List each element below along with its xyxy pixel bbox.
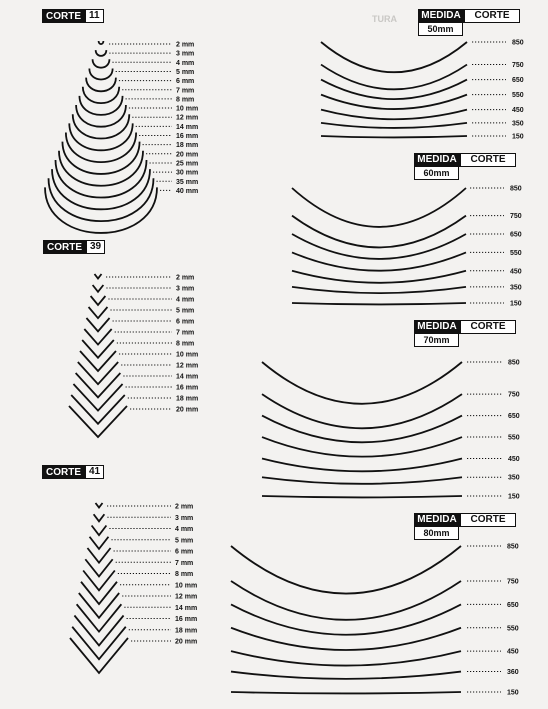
gouge-profile-18mm: [62, 142, 139, 174]
size-label: 20 mm: [175, 638, 198, 646]
corte-value-label: 650: [507, 601, 519, 609]
size-label: 14 mm: [176, 123, 199, 131]
corte-value-label: 750: [508, 391, 520, 399]
corte-value-label: 550: [512, 92, 524, 100]
gouge-profile-4mm: [91, 296, 106, 305]
sweep-curve-350: [321, 123, 467, 128]
size-label: 30 mm: [176, 169, 199, 177]
corte-value-label: 650: [508, 413, 520, 421]
sweep-curve-750: [231, 581, 461, 620]
gouge-profile-30mm: [52, 169, 150, 209]
gouge-profile-2mm: [99, 41, 104, 44]
size-label: 2 mm: [176, 41, 195, 49]
sweep-curve-350: [292, 287, 466, 293]
sweep-curve-150: [231, 692, 461, 693]
medida-value: 70mm: [414, 334, 459, 347]
gouge-profile-3mm: [96, 50, 107, 56]
medida-label: MEDIDA: [414, 153, 460, 167]
size-label: 6 mm: [176, 318, 195, 326]
corte-value-label: 350: [508, 474, 520, 482]
corte-value-label: 150: [512, 133, 524, 141]
size-label: 16 mm: [176, 133, 199, 140]
size-label: 2 mm: [176, 274, 195, 282]
size-label: 4 mm: [175, 526, 194, 533]
corte-number: 41: [85, 465, 104, 479]
corte-value-label: 650: [510, 231, 522, 239]
corte-value-label: 550: [510, 249, 522, 257]
size-label: 3 mm: [176, 285, 195, 293]
sweep-curve-150: [262, 496, 462, 497]
size-label: 20 mm: [176, 406, 199, 414]
sweep-curve-850: [321, 42, 467, 72]
gouge-profile-2mm: [95, 274, 102, 279]
size-label: 4 mm: [176, 296, 195, 304]
size-label: 12 mm: [175, 593, 198, 601]
sweep-curve-850: [231, 546, 461, 594]
corte-value-label: 750: [507, 578, 519, 586]
sweep-curve-650: [292, 234, 466, 259]
corte-value-label: 360: [507, 669, 519, 677]
size-label: 10 mm: [175, 582, 198, 590]
corte-value-label: 450: [508, 455, 520, 463]
corte-value-label: 850: [507, 543, 519, 551]
corte-label: CORTE: [460, 153, 516, 167]
sweep-curve-450: [292, 271, 466, 283]
size-label: 10 mm: [176, 105, 199, 113]
size-label: 6 mm: [175, 548, 194, 556]
medida-label: MEDIDA: [414, 320, 460, 334]
size-label: 35 mm: [176, 178, 199, 186]
corte-label: CORTE: [43, 240, 86, 254]
medida-value: 80mm: [414, 527, 459, 540]
gouge-profile-6mm: [86, 318, 109, 331]
corte-value-label: 550: [508, 434, 520, 442]
sweep-curve-750: [262, 394, 462, 428]
size-label: 8 mm: [176, 96, 195, 104]
corte-value-label: 150: [508, 493, 520, 501]
size-label: 7 mm: [176, 329, 195, 337]
watermark-text: TURA: [372, 14, 397, 24]
corte-value-label: 750: [510, 213, 522, 221]
gouge-profile-20mm: [70, 638, 128, 673]
corte-value-label: 450: [507, 648, 519, 656]
size-label: 16 mm: [175, 616, 198, 623]
size-label: 40 mm: [176, 187, 199, 195]
sweep-curve-150: [321, 136, 467, 137]
gouge-profile-35mm: [49, 178, 154, 221]
size-label: 12 mm: [176, 362, 199, 370]
corte-value-label: 550: [507, 625, 519, 633]
gouge-profile-3mm: [94, 514, 105, 521]
corte-label: CORTE: [42, 465, 85, 479]
gouge-profile-3mm: [93, 285, 104, 292]
sweep-curve-750: [321, 65, 467, 90]
corte-value-label: 150: [510, 300, 522, 308]
size-label: 20 mm: [176, 151, 199, 159]
sweep-curve-550: [231, 628, 461, 650]
size-label: 8 mm: [176, 340, 195, 348]
size-label: 18 mm: [176, 395, 199, 403]
size-label: 7 mm: [175, 559, 194, 567]
size-label: 18 mm: [175, 627, 198, 635]
size-label: 14 mm: [175, 604, 198, 612]
size-label: 10 mm: [176, 351, 199, 359]
corte-value-label: 350: [510, 284, 522, 292]
medida-label: MEDIDA: [414, 513, 460, 527]
gouge-profile-4mm: [93, 59, 110, 67]
sweep-curve-450: [321, 110, 467, 120]
size-label: 18 mm: [176, 142, 199, 150]
size-label: 5 mm: [176, 68, 195, 76]
size-label: 5 mm: [176, 307, 195, 315]
sweep-curve-850: [292, 188, 466, 227]
gouge-profile-25mm: [55, 160, 146, 198]
size-label: 12 mm: [176, 114, 199, 122]
size-label: 4 mm: [176, 59, 195, 67]
size-label: 25 mm: [176, 160, 199, 168]
gouge-profile-4mm: [92, 526, 107, 536]
corte-value-label: 650: [512, 77, 524, 85]
corte-number: 11: [85, 9, 104, 23]
size-label: 6 mm: [176, 78, 195, 86]
medida-value: 60mm: [414, 167, 459, 180]
medida-label: MEDIDA: [418, 9, 464, 23]
gouge-profile-10mm: [81, 582, 117, 604]
corte-value-label: 750: [512, 62, 524, 70]
size-label: 8 mm: [175, 571, 194, 578]
gouge-profile-20mm: [59, 151, 143, 186]
sweep-curve-150: [292, 303, 466, 304]
gouge-profile-8mm: [79, 96, 122, 115]
corte-number: 39: [86, 240, 105, 254]
sweep-curve-850: [262, 362, 462, 404]
gouge-profile-8mm: [82, 340, 114, 358]
corte-label: CORTE: [460, 513, 516, 527]
corte-label: CORTE: [464, 9, 520, 23]
sweep-curve-550: [292, 252, 466, 270]
gouge-profile-5mm: [89, 307, 108, 318]
size-label: 3 mm: [176, 50, 195, 58]
sweep-curve-450: [231, 651, 461, 665]
size-label: 16 mm: [176, 384, 199, 392]
sweep-curve-550: [321, 95, 467, 109]
corte-label: CORTE: [460, 320, 516, 334]
size-label: 3 mm: [175, 514, 194, 522]
size-label: 2 mm: [175, 503, 194, 511]
corte-value-label: 450: [512, 107, 524, 115]
corte-value-label: 450: [510, 268, 522, 276]
size-label: 5 mm: [175, 537, 194, 545]
size-label: 14 mm: [176, 373, 199, 381]
gouge-profile-10mm: [80, 351, 116, 371]
corte-value-label: 350: [512, 120, 524, 128]
corte-value-label: 850: [512, 39, 524, 47]
gouge-profile-16mm: [66, 133, 136, 163]
gouge-profile-2mm: [96, 503, 103, 508]
sweep-curve-360: [231, 672, 461, 679]
sweep-curve-450: [262, 458, 462, 471]
medida-value: 50mm: [418, 23, 463, 36]
corte-value-label: 850: [510, 185, 522, 193]
corte-label: CORTE: [42, 9, 85, 23]
sweep-curve-350: [262, 477, 462, 484]
corte-value-label: 850: [508, 359, 520, 367]
sweep-curve-750: [292, 216, 466, 248]
gouge-profile-7mm: [83, 87, 119, 103]
gouge-profile-5mm: [89, 68, 112, 79]
size-label: 7 mm: [176, 87, 195, 95]
gouge-profile-8mm: [83, 571, 115, 591]
sweep-curve-550: [262, 437, 462, 457]
gouge-profile-5mm: [90, 537, 109, 549]
corte-value-label: 150: [507, 689, 519, 697]
